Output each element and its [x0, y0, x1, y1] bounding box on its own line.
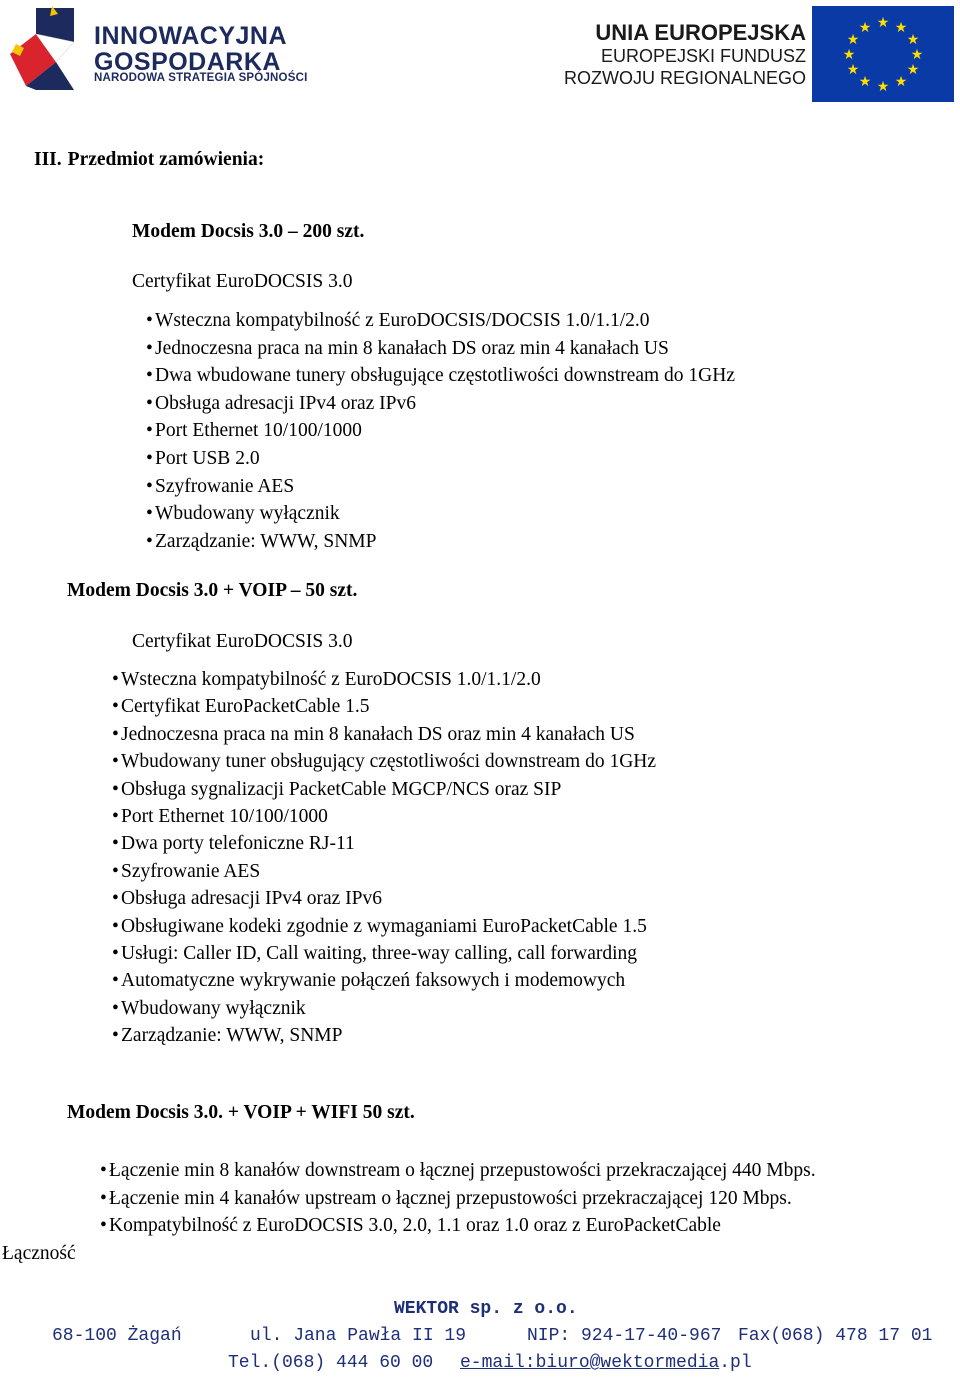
- svg-text:★: ★: [894, 74, 908, 90]
- ig-emblem-icon: [6, 4, 86, 92]
- svg-text:★: ★: [846, 32, 860, 48]
- list-item: • Port Ethernet 10/100/1000: [146, 421, 362, 441]
- section-number: III.: [34, 149, 62, 170]
- svg-text:★: ★: [846, 62, 860, 78]
- list-item: • Obsługa adresacji IPv4 oraz IPv6: [146, 394, 416, 414]
- footer-tel: Tel.(068) 444 60 00: [228, 1353, 434, 1373]
- item2-cert: Certyfikat EuroDOCSIS 3.0: [132, 631, 353, 652]
- list-item: • Wsteczna kompatybilność z EuroDOCSIS 1.0/1.1/2.0: [112, 670, 541, 690]
- list-item: • Zarządzanie: WWW, SNMP: [146, 532, 376, 552]
- footer-email-suffix: .pl: [719, 1353, 752, 1373]
- list-item: • Certyfikat EuroPacketCable 1.5: [112, 697, 370, 717]
- eu-line3: ROZWOJU REGIONALNEGO: [563, 68, 806, 88]
- svg-text:★: ★: [910, 47, 924, 63]
- list-item: • Łączenie min 4 kanałów upstream o łącznej przepustowości przekraczającej 120 Mbps.: [100, 1189, 792, 1209]
- list-item: • Kompatybilność z EuroDOCSIS 3.0, 2.0, 1.1 oraz 1.0 oraz z EuroPacketCable: [100, 1216, 721, 1236]
- svg-text:★: ★: [876, 15, 890, 31]
- svg-text:★: ★: [906, 62, 920, 78]
- footer-city: 68-100 Żagań: [52, 1326, 182, 1346]
- list-item: • Zarządzanie: WWW, SNMP: [112, 1026, 342, 1046]
- list-item: • Usługi: Caller ID, Call waiting, three-way calling, call forwarding: [112, 944, 637, 964]
- section-title: Przedmiot zamówienia:: [67, 149, 265, 170]
- footer-nip: NIP: 924-17-40-967: [527, 1326, 722, 1346]
- footer-email[interactable]: [460, 1354, 752, 1372]
- footer-fax: Fax(068) 478 17 01: [738, 1326, 933, 1346]
- item1-title: Modem Docsis 3.0 – 200 szt.: [132, 221, 365, 242]
- svg-text:★: ★: [894, 20, 908, 36]
- item3-title: Modem Docsis 3.0. + VOIP + WIFI 50 szt.: [67, 1102, 415, 1123]
- section-heading: [34, 150, 264, 170]
- svg-text:★: ★: [876, 79, 890, 95]
- footer-street: ul. Jana Pawła II 19: [250, 1326, 467, 1346]
- list-item: • Port Ethernet 10/100/1000: [112, 807, 328, 827]
- list-item: • Jednoczesna praca na min 8 kanałach DS oraz min 4 kanałach US: [112, 725, 635, 745]
- innowacyjna-gospodarka-logo: [6, 4, 326, 92]
- eu-logo: [552, 4, 956, 104]
- ig-line2: GOSPODARKA: [94, 48, 281, 76]
- ig-line1: INNOWACYJNA: [94, 22, 288, 50]
- item3-side-label: Łączność: [2, 1243, 76, 1264]
- list-item: • Wsteczna kompatybilność z EuroDOCSIS/DOCSIS 1.0/1.1/2.0: [146, 311, 650, 331]
- list-item: • Wbudowany wyłącznik: [146, 504, 340, 524]
- svg-text:★: ★: [858, 20, 872, 36]
- list-item: • Wbudowany wyłącznik: [112, 999, 306, 1019]
- list-item: • Obsługa adresacji IPv4 oraz IPv6: [112, 889, 382, 909]
- list-item: • Obsługiwane kodeki zgodnie z wymaganiami EuroPacketCable 1.5: [112, 917, 647, 937]
- list-item: • Szyfrowanie AES: [146, 477, 294, 497]
- svg-text:★: ★: [858, 74, 872, 90]
- item2-title: Modem Docsis 3.0 + VOIP – 50 szt.: [67, 580, 358, 601]
- eu-line2: EUROPEJSKI FUNDUSZ: [600, 46, 806, 66]
- ig-line3: NARODOWA STRATEGIA SPÓJNOŚCI: [94, 72, 308, 84]
- list-item: • Łączenie min 8 kanałów downstream o łącznej przepustowości przekraczającej 440 Mbps.: [100, 1161, 816, 1181]
- eu-line1: UNIA EUROPEJSKA: [595, 20, 806, 45]
- eu-flag-icon: [812, 6, 954, 102]
- svg-text:★: ★: [906, 32, 920, 48]
- list-item: • Obsługa sygnalizacji PacketCable MGCP/NCS oraz SIP: [112, 780, 561, 800]
- svg-text:★: ★: [842, 47, 856, 63]
- footer-email-link[interactable]: e-mail:biuro@wektormedia: [460, 1353, 720, 1373]
- item1-cert: Certyfikat EuroDOCSIS 3.0: [132, 271, 353, 292]
- list-item: • Dwa porty telefoniczne RJ-11: [112, 834, 355, 854]
- list-item: • Port USB 2.0: [146, 449, 260, 469]
- list-item: • Jednoczesna praca na min 8 kanałach DS oraz min 4 kanałach US: [146, 339, 669, 359]
- footer-company: WEKTOR sp. z o.o.: [394, 1299, 578, 1319]
- list-item: • Automatyczne wykrywanie połączeń faksowych i modemowych: [112, 971, 625, 991]
- list-item: • Szyfrowanie AES: [112, 862, 260, 882]
- list-item: • Dwa wbudowane tunery obsługujące częstotliwości downstream do 1GHz: [146, 366, 735, 386]
- list-item: • Wbudowany tuner obsługujący częstotliwości downstream do 1GHz: [112, 752, 656, 772]
